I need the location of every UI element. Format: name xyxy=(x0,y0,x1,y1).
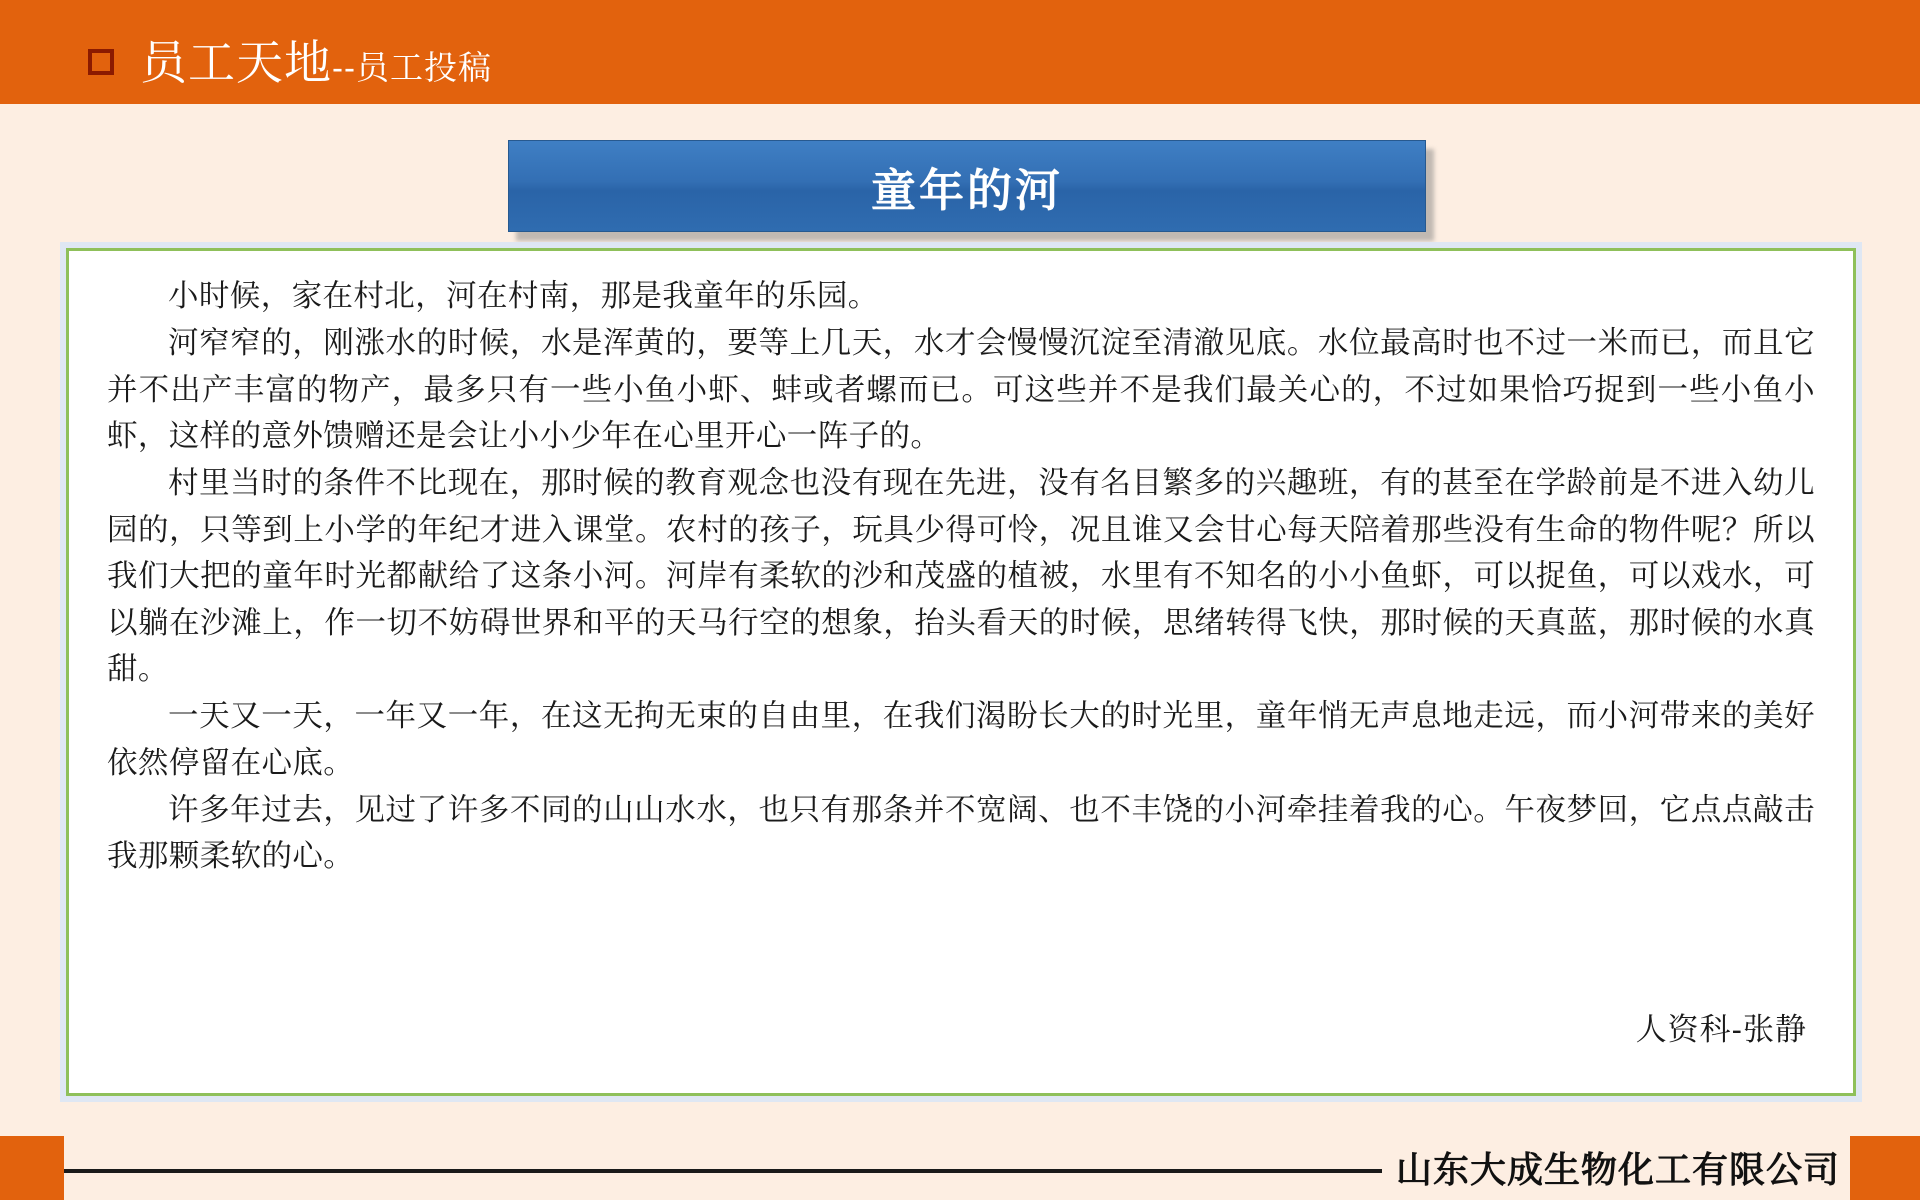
header-title-group xyxy=(88,26,492,93)
page-title: 员工天地 xyxy=(140,36,332,89)
footer-company-name: 山东大成生物化工有限公司 xyxy=(1382,1144,1850,1196)
footer-accent-left xyxy=(0,1136,64,1200)
footer-accent-right xyxy=(1850,1136,1920,1200)
square-outline-icon xyxy=(88,49,114,75)
page-subtitle: --员工投稿 xyxy=(332,49,492,86)
banner-plate xyxy=(508,140,1426,232)
article-paragraph: 河窄窄的，刚涨水的时候，水是浑黄的，要等上几天，水才会慢慢沉淀至清澈见底。水位最高时也不过一米而已，而且它并不出产丰富的物产，最多只有一些小鱼小虾、蚌或者螺而已。可这些并不是我们最关心的，不过如果恰巧捉到一些小鱼小虾，这样的意外馈赠还是会让小小少年在心里开心一阵子的。 xyxy=(107,326,1815,454)
article-paragraph: 村里当时的条件不比现在，那时候的教育观念也没有现在先进，没有名目繁多的兴趣班，有的甚至在学龄前是不进入幼儿园的，只等到上小学的年纪才进入课堂。农村的孩子，玩具少得可怜，况且谁又会甘心每天陪着那些没有生命的物件呢？所以我们大把的童年时光都献给了这条小河。河岸有柔软的沙和茂盛的植被，水里有不知名的小小鱼虾，可以捉鱼，可以戏水，可以躺在沙滩上，作一切不妨碍世界和平的天马行空的想象，抬头看天的时候，思绪转得飞快，那时候的天真蓝，那时候的水真甜。 xyxy=(107,466,1815,686)
banner-title-text: 童年的河 xyxy=(870,164,1063,216)
article-paragraph: 一天又一天，一年又一年，在这无拘无束的自由里，在我们渴盼长大的时光里，童年悄无声息地走远，而小河带来的美好依然停留在心底。 xyxy=(107,699,1815,780)
article-body xyxy=(81,259,1841,1085)
header-bar xyxy=(0,0,1920,104)
article-signature: 人资科-张静 xyxy=(1635,1012,1807,1047)
article-title-banner xyxy=(508,140,1426,232)
article-paragraph: 小时候，家在村北，河在村南，那是我童年的乐园。 xyxy=(168,279,879,313)
article-content-box xyxy=(66,248,1856,1096)
article-paragraph: 许多年过去，见过了许多不同的山山水水，也只有那条并不宽阔、也不丰饶的小河牵挂着我的心。午夜梦回，它点点敲击我那颗柔软的心。 xyxy=(107,792,1815,874)
footer-band xyxy=(0,1136,1920,1200)
